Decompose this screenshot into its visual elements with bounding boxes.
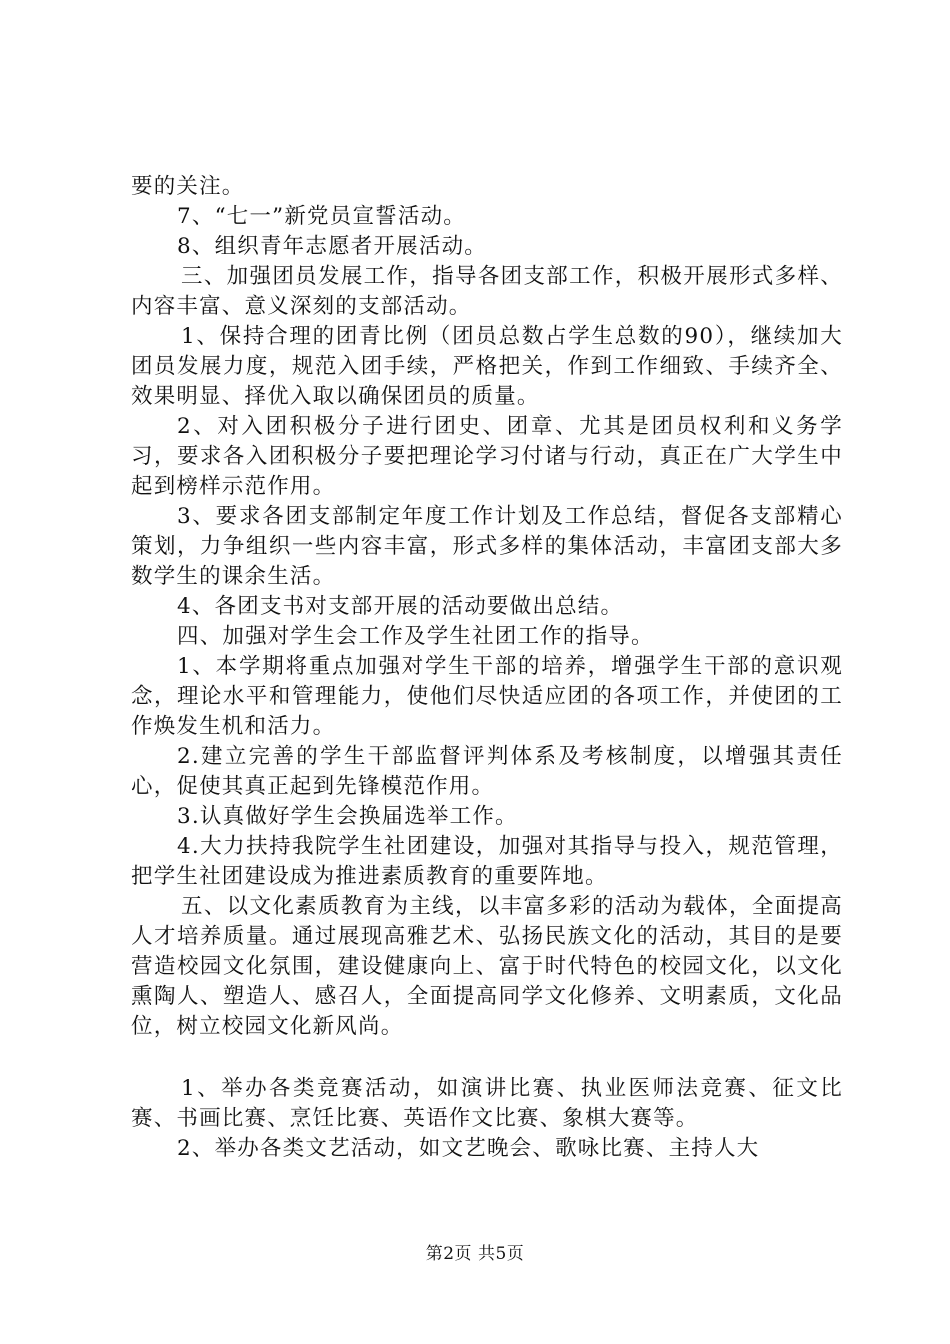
paragraph-3-3: 3、要求各团支部制定年度工作计划及工作总结，督促各支部精心策划，力争组织一些内容丰富，形式多样的集体活动，丰富团支部大多数学生的课余生活。 [131,504,843,589]
paragraph-4-3: 3.认真做好学生会换届选举工作。 [177,804,518,829]
paragraph-5-2: 2、举办各类文艺活动，如文艺晚会、歌咏比赛、主持人大 [177,1136,760,1161]
paragraph-3-2: 2、对入团积极分子进行团史、团章、尤其是团员权利和义务学习，要求各入团积极分子要把理论学习付诸与行动，真正在广大学生中起到榜样示范作用。 [131,414,843,499]
paragraph-4-2: 2.建立完善的学生干部监督评判体系及考核制度，以增强其责任心，促使其真正起到先锋模范作用。 [131,744,843,799]
paragraph-5-1: 1、举办各类竞赛活动，如演讲比赛、执业医师法竞赛、征文比赛、书画比赛、烹饪比赛、英语作文比赛、象棋大赛等。 [131,1076,843,1131]
document-body [131,172,843,1164]
section-heading-4: 四、加强对学生会工作及学生社团工作的指导。 [177,624,654,649]
paragraph-4-4: 4.大力扶持我院学生社团建设，加强对其指导与投入，规范管理，把学生社团建设成为推进素质教育的重要阵地。 [131,834,843,889]
paragraph-3-1: 1、保持合理的团青比例（团员总数占学生总数的90），继续加大团员发展力度，规范入团手续，严格把关，作到工作细致、手续齐全、效果明显、择优入取以确保团员的质量。 [131,324,843,409]
section-heading-3: 三、加强团员发展工作，指导各团支部工作，积极开展形式多样、内容丰富、意义深刻的支部活动。 [131,264,843,319]
section-heading-5: 五、以文化素质教育为主线，以丰富多彩的活动为载体，全面提高人才培养质量。通过展现高雅艺术、弘扬民族文化的活动，其目的是要营造校园文化氛围，建设健康向上、富于时代特色的校园文化，以文化熏陶人、塑造人、感召人，全面提高同学文化修养、文明素质，文化品位，树立校园文化新风尚。 [131,894,843,1039]
paragraph-spacer [131,1042,843,1074]
paragraph-4-1: 1、本学期将重点加强对学生干部的培养，增强学生干部的意识观念，理论水平和管理能力，使他们尽快适应团的各项工作，并使团的工作焕发生机和活力。 [131,654,843,739]
paragraph-item-8: 8、组织青年志愿者开展活动。 [177,234,487,259]
paragraph-3-4: 4、各团支书对支部开展的活动要做出总结。 [177,594,624,619]
paragraph-continuation: 要的关注。 [131,174,245,199]
paragraph-item-7: 7、“七一”新党员宣誓活动。 [177,204,466,229]
page-number-footer: 第2页 共5页 [425,1244,525,1264]
